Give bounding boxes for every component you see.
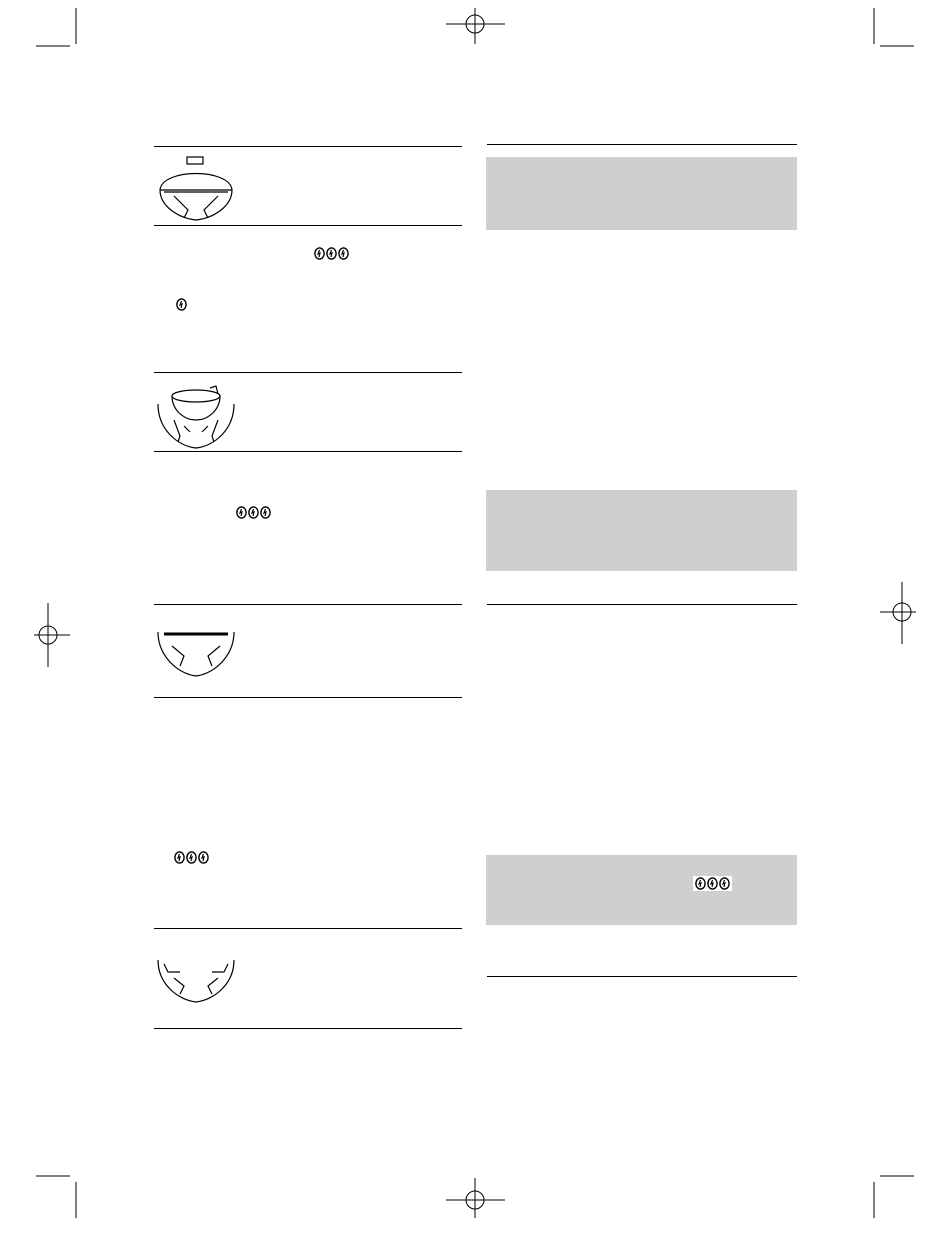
registration-target-icon <box>446 8 505 44</box>
flame-icon <box>198 851 209 864</box>
flame-icon <box>186 851 197 864</box>
heat-level-high <box>174 851 209 864</box>
section-divider <box>154 928 462 929</box>
section-divider <box>154 451 462 452</box>
shaded-panel <box>486 855 797 925</box>
section-divider <box>154 1028 462 1029</box>
flame-icon <box>236 506 247 519</box>
wok-on-grill-icon <box>154 380 238 450</box>
heat-level-high <box>693 876 732 891</box>
section-divider <box>487 604 797 605</box>
section-divider <box>487 976 797 977</box>
flame-icon <box>719 877 730 890</box>
flame-icon <box>338 247 349 260</box>
section-divider <box>154 225 462 226</box>
heat-level-high <box>236 506 271 519</box>
section-divider <box>154 372 462 373</box>
open-grill-bowl-icon <box>154 956 238 1006</box>
flame-icon <box>695 877 706 890</box>
flame-icon <box>176 298 187 311</box>
grill-with-griddle-icon <box>154 626 238 682</box>
flame-icon <box>174 851 185 864</box>
registration-target-icon <box>880 582 916 644</box>
flame-icon <box>248 506 259 519</box>
heat-level-high <box>314 247 349 260</box>
flame-icon <box>326 247 337 260</box>
registration-target-icon <box>34 603 70 667</box>
flame-icon <box>707 877 718 890</box>
heat-level-low <box>176 298 187 311</box>
section-divider <box>154 697 462 698</box>
section-divider <box>154 604 462 605</box>
flame-icon <box>314 247 325 260</box>
flame-icon <box>260 506 271 519</box>
shaded-panel <box>486 157 797 230</box>
shaded-panel <box>486 490 797 571</box>
section-divider <box>154 146 462 147</box>
kettle-grill-with-lid-icon <box>154 152 238 224</box>
registration-target-icon <box>446 1178 505 1218</box>
section-divider <box>487 144 797 145</box>
